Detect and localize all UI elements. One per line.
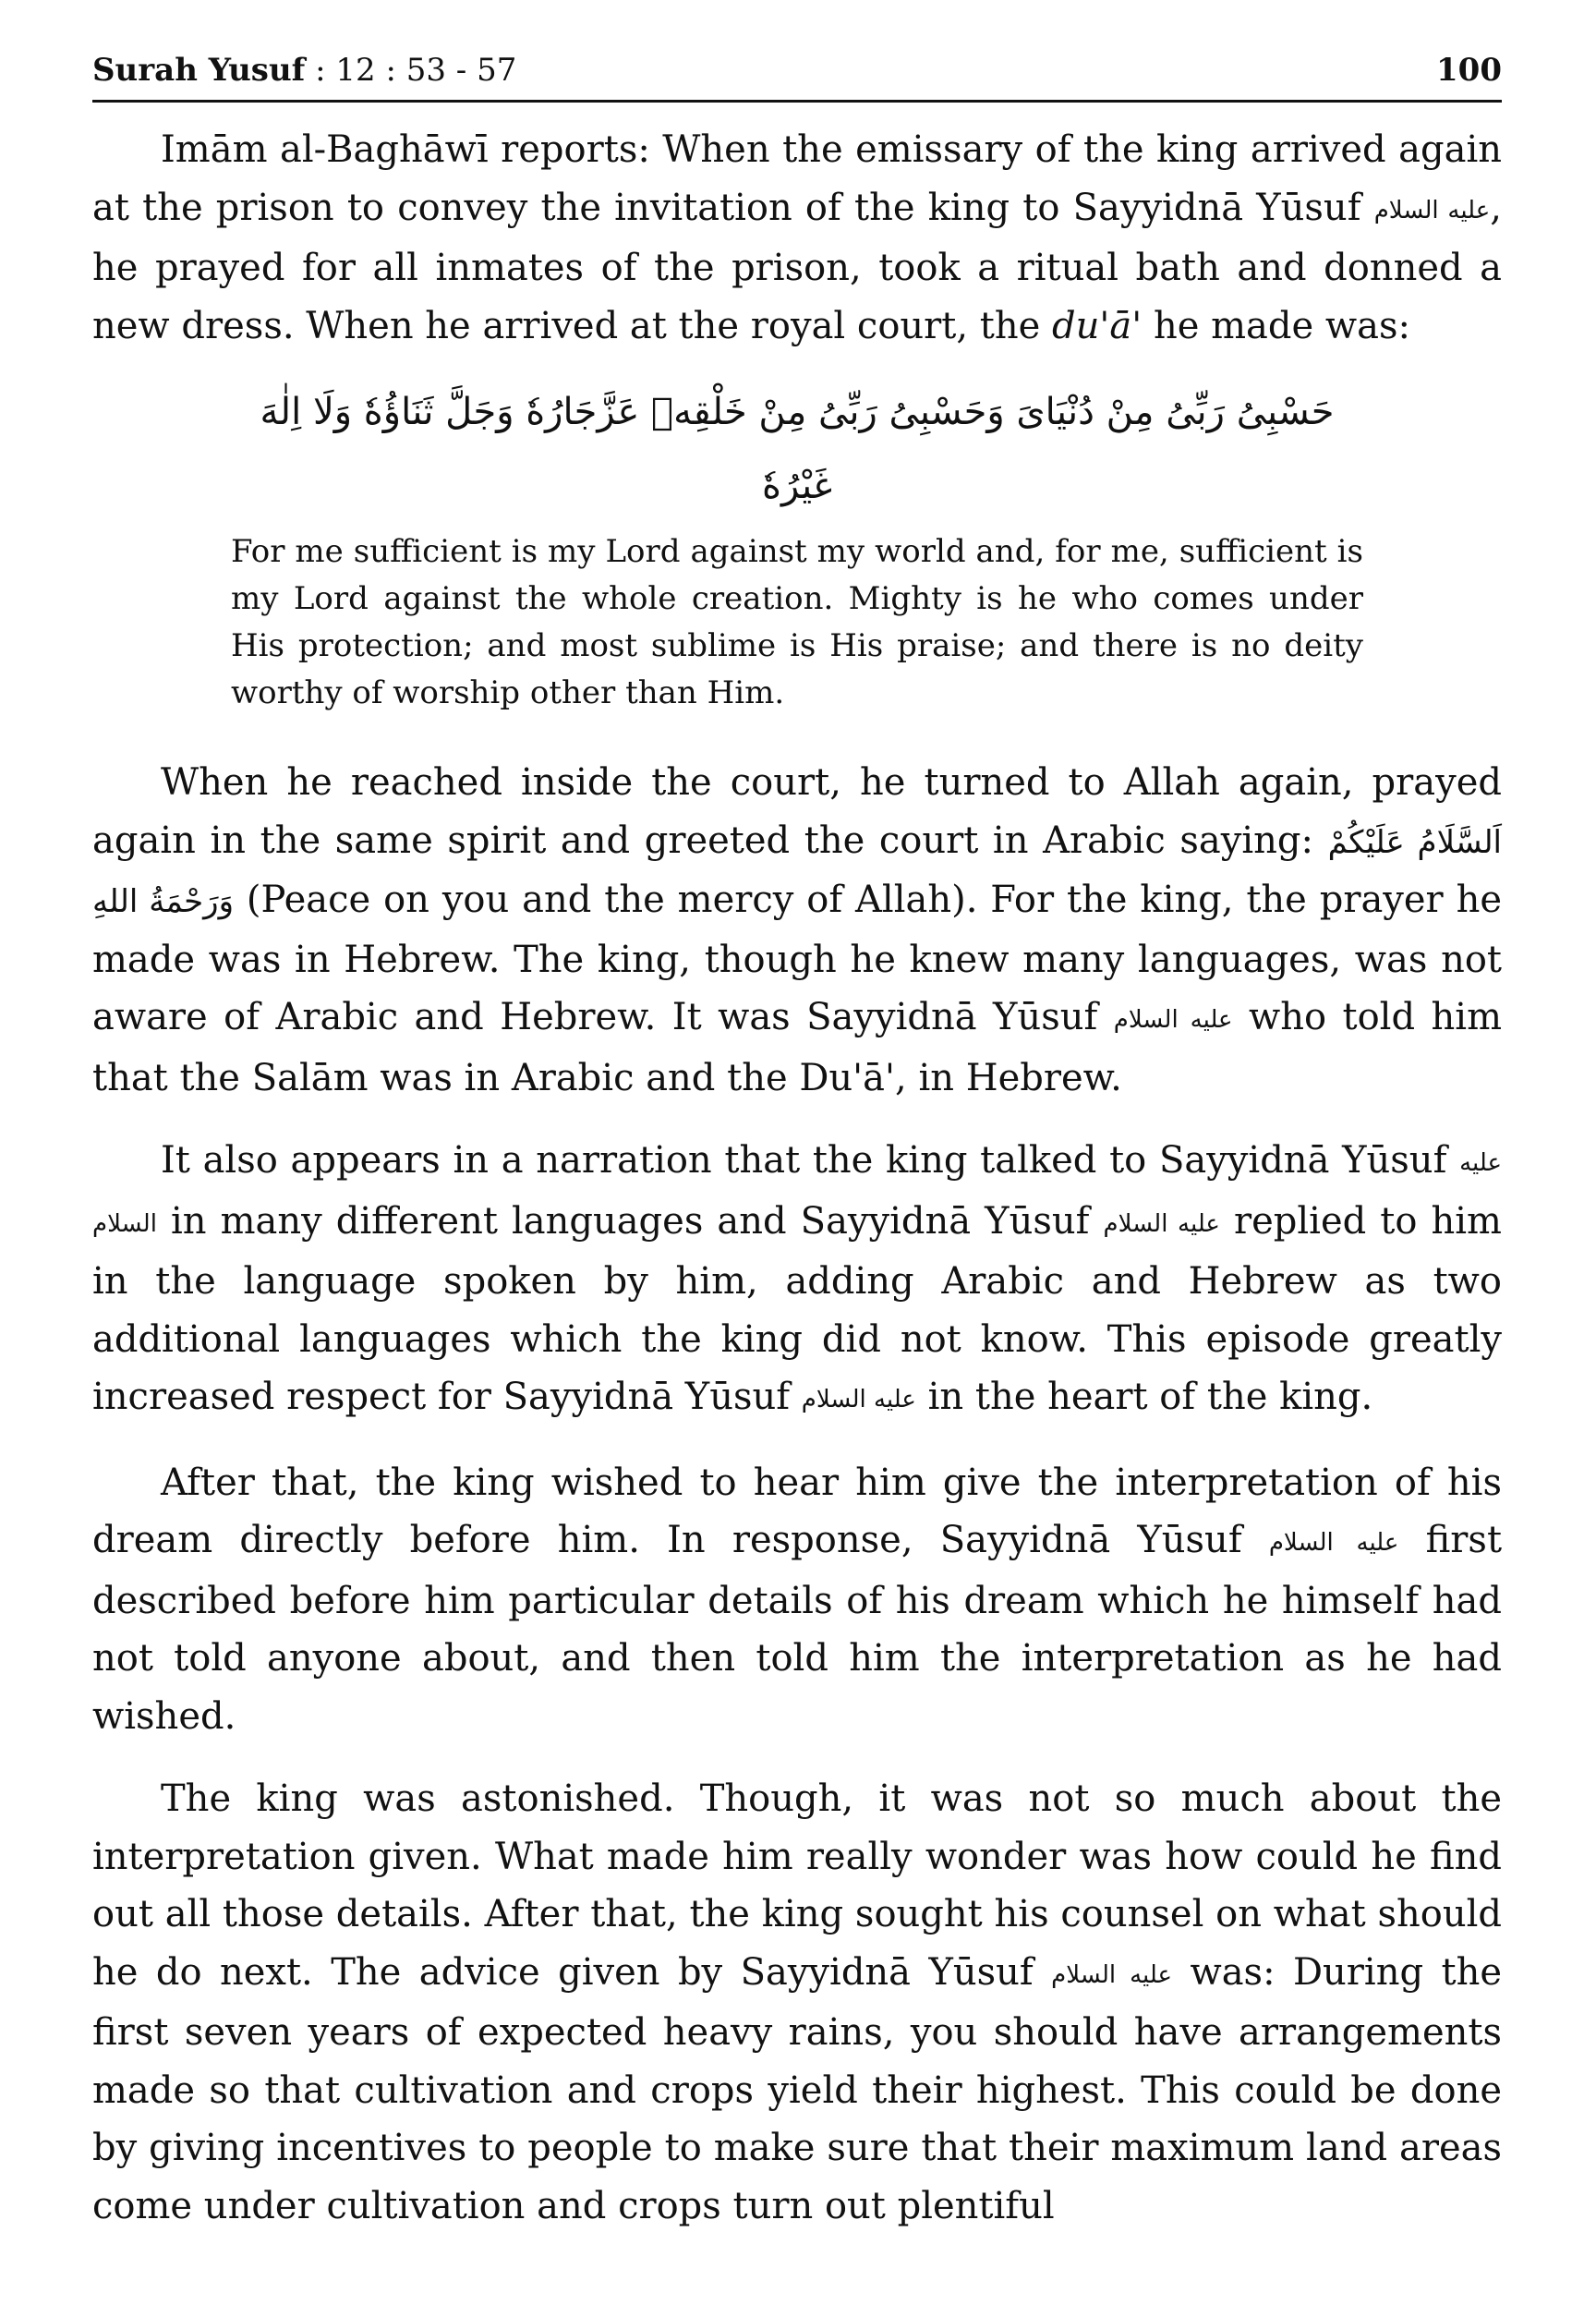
- pbuh-glyph: عليه السلام: [801, 1386, 916, 1413]
- dua-italic: du'ā': [1052, 304, 1143, 347]
- paragraph-2: [92, 754, 1502, 1107]
- dua-translation: For me sufficient is my Lord against my world and, for me, sufficient is my Lord against the whole creation. Mighty is he who comes under His protection; and most sublime is His praise; and there is no deity worthy of worship other than Him.: [231, 533, 1363, 711]
- text-run: in many different languages and Sayyidnā Yūsuf: [171, 1199, 1090, 1243]
- verse-range: : 12 : 53 - 57: [315, 52, 517, 89]
- text-run: (Peace on you and the mercy of Allah). For the king, the prayer he made was in Hebrew. The king, though he knew many languages, was not aware of Arabic and Hebrew. It was Sayyidnā Yūsuf: [92, 879, 1502, 1038]
- pbuh-glyph: عليه السلام: [1051, 1960, 1173, 1989]
- running-header: [92, 46, 1502, 103]
- surah-name: Surah Yusuf: [92, 52, 306, 89]
- pbuh-glyph: عليه السلام: [1373, 196, 1491, 224]
- text-run: first described before him particular details of his dream which he himself had not told anyone about, and then told him the interpretation as he had wished.: [92, 1519, 1503, 1738]
- text-run: was: During the first seven years of expected heavy rains, you should have arrangements made so that cultivation and crops yield their highest. This could be done by giving incentives to people to make sure that their maximum land areas come under cultivation and crops turn out plentiful: [92, 1950, 1503, 2227]
- pbuh-glyph: عليه السلام: [1268, 1529, 1399, 1557]
- text-run: , he prayed for all inmates of the prison, took a ritual bath and donned a new dress. When he arrived at the royal court, the: [92, 186, 1503, 347]
- header-title: [92, 46, 516, 94]
- text-run: When he reached inside the court, he turned to Allah again, prayed again in the same spirit and greeted the court in Arabic saying:: [92, 761, 1502, 862]
- text-run: he made was:: [1153, 304, 1410, 347]
- text-run: replied to him in the language spoken by him, adding Arabic and Hebrew as two additional languages which the king did not know. This episode greatly increased respect for Sayyidnā Yūsuf: [92, 1199, 1502, 1418]
- text-run: Imām al-Baghāwī reports: When the emissary of the king arrived again at the prison to convey the invitation of the king to Sayyidnā Yūsuf: [92, 128, 1502, 229]
- text-run: who told him that the Salām was in Arabic and the Du'ā', in Hebrew.: [92, 996, 1502, 1099]
- paragraph-1: [92, 121, 1502, 355]
- paragraph-5: [92, 1770, 1502, 2235]
- salam-arabic: اَلسَّلَامُ عَلَیْکُمْ وَرَحْمَةُ اللهِ: [92, 823, 1502, 920]
- text-run: It also appears in a narration that the king talked to Sayyidnā Yūsuf: [161, 1139, 1447, 1182]
- dua-arabic: حَسْبِیُ رَبِّیُ مِنْ دُنْیَایَ وَحَسْبِیُ رَبِّیُ مِنْ خَلْقِهٖ عَزَّجَارُهٗ وَجَلَّ ثَنَاؤُهٗ وَلَا اِلٰهَ غَیْرُهٗ: [260, 391, 1335, 507]
- page: [92, 46, 1502, 2235]
- text-run: After that, the king wished to hear him give the interpretation of his dream directly before him. In response, Sayyidnā Yūsuf: [92, 1461, 1502, 1561]
- paragraph-3: [92, 1132, 1502, 1429]
- text-run: The king was astonished. Though, it was not so much about the interpretation given. What made him really wonder was how could he find out all those details. After that, the king sought his counsel on what should he do next. The advice given by Sayyidnā Yūsuf: [92, 1777, 1502, 1994]
- pbuh-glyph: عليه السلام: [1103, 1209, 1220, 1238]
- text-run: in the heart of the king.: [927, 1376, 1373, 1418]
- pbuh-glyph: عليه السلام: [92, 1149, 1503, 1238]
- paragraph-4: [92, 1454, 1502, 1746]
- page-number: 100: [1436, 52, 1502, 89]
- pbuh-glyph: عليه السلام: [1113, 1006, 1233, 1034]
